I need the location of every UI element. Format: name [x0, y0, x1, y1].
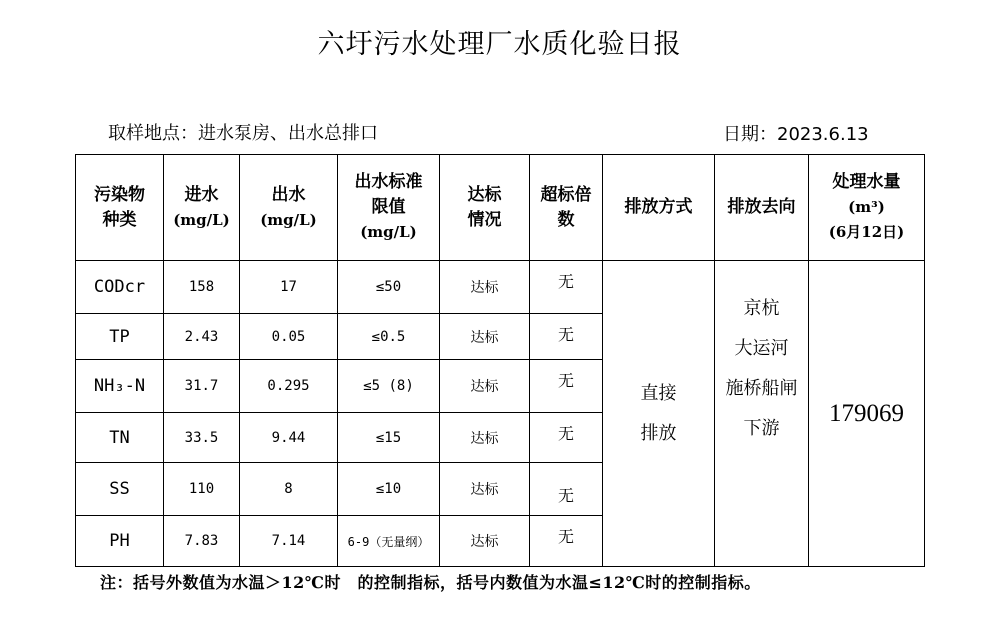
influent-value: 158: [164, 261, 240, 314]
effluent-value: 8: [240, 463, 338, 516]
influent-value: 7.83: [164, 516, 240, 567]
header-discharge-method: 排放方式: [603, 155, 715, 261]
exceed-multiple: 无: [530, 360, 603, 413]
header-volume: 处理水量 (m³) (6月12日): [809, 155, 925, 261]
report-date: 日期：2023.6.13: [723, 124, 869, 145]
exceed-multiple: 无: [530, 413, 603, 463]
header-compliance: 达标 情况: [440, 155, 530, 261]
pollutant-name: TP: [76, 314, 164, 360]
header-influent: 进水 (mg/L): [164, 155, 240, 261]
header-row: [76, 155, 925, 261]
compliance-status: 达标: [440, 463, 530, 516]
influent-value: 2.43: [164, 314, 240, 360]
header-effluent: 出水 (mg/L): [240, 155, 338, 261]
effluent-value: 9.44: [240, 413, 338, 463]
header-exceed: 超标倍 数: [530, 155, 603, 261]
pollutant-name: PH: [76, 516, 164, 567]
exceed-multiple: 无: [530, 516, 603, 567]
exceed-multiple: 无: [530, 463, 603, 516]
influent-value: 33.5: [164, 413, 240, 463]
effluent-value: 17: [240, 261, 338, 314]
influent-value: 31.7: [164, 360, 240, 413]
influent-value: 110: [164, 463, 240, 516]
compliance-status: 达标: [440, 261, 530, 314]
effluent-value: 7.14: [240, 516, 338, 567]
effluent-value: 0.295: [240, 360, 338, 413]
compliance-status: 达标: [440, 314, 530, 360]
exceed-multiple: 无: [530, 314, 603, 360]
exceed-multiple: 无: [530, 261, 603, 314]
standard-limit: ≤0.5: [338, 314, 440, 360]
pollutant-name: NH₃-N: [76, 360, 164, 413]
compliance-status: 达标: [440, 516, 530, 567]
compliance-status: 达标: [440, 360, 530, 413]
table-row: [76, 261, 925, 314]
header-pollutant: 污染物 种类: [76, 155, 164, 261]
standard-limit: ≤50: [338, 261, 440, 314]
pollutant-name: SS: [76, 463, 164, 516]
standard-limit: ≤5 (8): [338, 360, 440, 413]
header-discharge-dest: 排放去向: [715, 155, 809, 261]
treated-volume: 179069: [809, 261, 925, 567]
discharge-destination: 京杭 大运河 施桥船闸 下游: [715, 261, 809, 567]
effluent-value: 0.05: [240, 314, 338, 360]
footnote: 注：括号外数值为水温＞12℃时 的控制指标，括号内数值为水温≤12℃时的控制指标。: [100, 573, 761, 592]
sampling-location: 取样地点：进水泵房、出水总排口: [108, 123, 378, 144]
standard-limit: ≤10: [338, 463, 440, 516]
pollutant-name: CODcr: [76, 261, 164, 314]
header-standard: 出水标准 限值 (mg/L): [338, 155, 440, 261]
water-quality-table: [75, 154, 925, 567]
report-title: 六圩污水处理厂水质化验日报: [317, 29, 682, 60]
pollutant-name: TN: [76, 413, 164, 463]
standard-limit: ≤15: [338, 413, 440, 463]
discharge-method: 直接 排放: [603, 261, 715, 567]
standard-limit: 6-9（无量纲）: [338, 516, 440, 567]
compliance-status: 达标: [440, 413, 530, 463]
